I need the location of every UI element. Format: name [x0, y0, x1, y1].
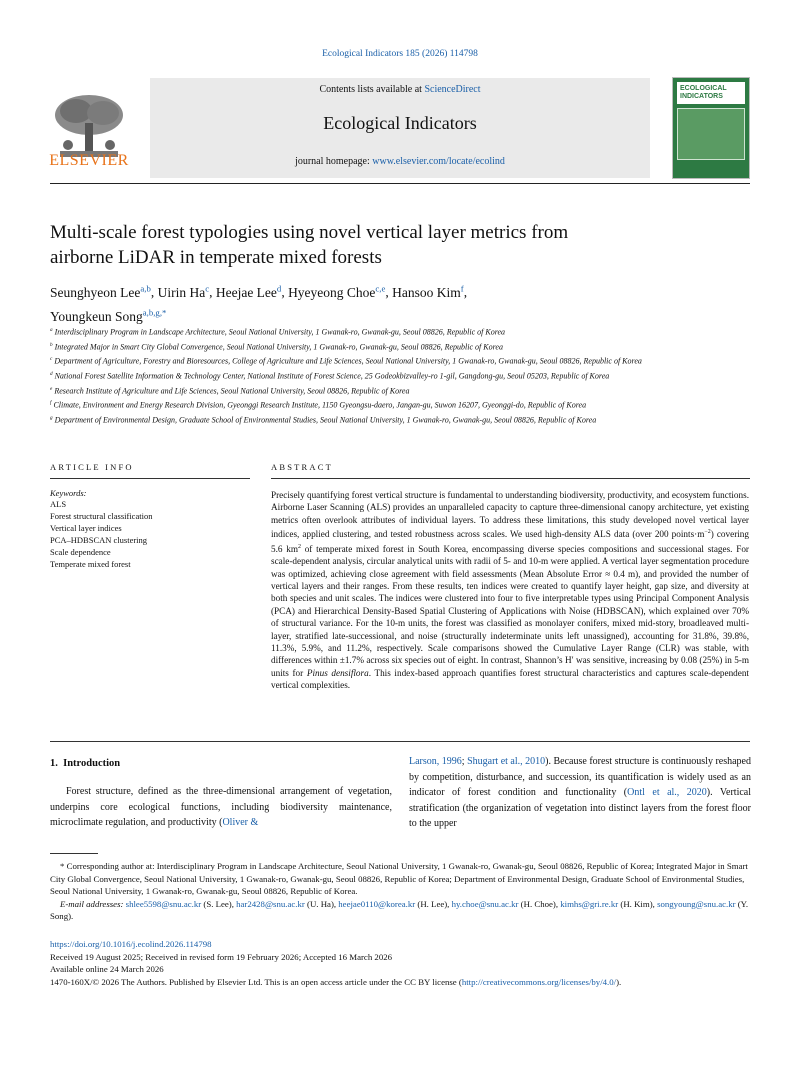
abstract-heading: ABSTRACT [271, 462, 333, 472]
elsevier-wordmark [46, 152, 132, 170]
footnote-emails: E-mail addresses: shlee5598@snu.ac.kr (S. Lee), har2428@snu.ac.kr (U. Ha), heejae0110@korea.kr (H. Lee), hy.choe@snu.ac.kr (H. Choe), kimhs@gri.re.kr (H. Kim), songyoung@snu.ac.kr (Y. Song). [50, 898, 749, 921]
author[interactable]: Youngkeun Song$^{a,b,g,*}$ [50, 307, 167, 324]
homepage-prefix: journal homepage: [295, 156, 373, 167]
affiliations [50, 324, 750, 427]
received-dates: Received 19 August 2025; Received in revised form 19 February 2026; Accepted 16 March 2026 [50, 951, 393, 962]
journal-name: Ecological Indicators [323, 113, 477, 133]
affiliation: $^a$ Interdisciplinary Program in Landscape Architecture, Seoul National University, 1 Gwanak-ro, Gwanak-gu, Seoul 08826, Republic of Korea [50, 327, 506, 337]
publisher-name: ELSEVIER [49, 152, 129, 169]
keyword: Vertical layer indices [50, 523, 122, 533]
license-line: 1470-160X/© 2026 The Authors. Published by Elsevier Ltd. This is an open access article under the CC BY license (http://creativecommons.org/licenses/by/4.0/). [50, 976, 622, 987]
license-link[interactable]: http://creativecommons.org/licenses/by/4.0/ [461, 976, 617, 987]
email-link[interactable]: har2428@snu.ac.kr [236, 898, 305, 909]
keyword: Forest structural classification [50, 511, 153, 521]
available-online: Available online 24 March 2026 [50, 964, 164, 974]
affiliation: $^f$ Climate, Environment and Energy Research Division, Gyeonggi Research Institute, 1150 Gyeongsu-daero, Jangan-gu, Suwon 16207, Gyeonggi-do, Republic of Korea [50, 400, 587, 410]
author[interactable]: Heejae Lee$^d$ [215, 283, 282, 300]
doi-link[interactable]: https://doi.org/10.1016/j.ecolind.2026.114798 [50, 939, 212, 949]
introduction-heading: 1. Introduction [50, 758, 121, 769]
homepage-link[interactable]: www.elsevier.com/locate/ecolind [372, 156, 505, 167]
author[interactable]: Uirin Ha$^c$ [157, 283, 210, 300]
footnote-address: * Corresponding author at: Interdisciplinary Program in Landscape Architecture, Seoul National University, 1 Gwanak-ro, Gwanak-gu, Seoul 08826, Republic of Korea; Integrated Major in Smart City Global Convergence, Seoul National University, 1 Gwanak-ro, Gwanak-gu, Seoul 08826, Republic of Korea; Department of Environmental Design, Graduate School of Environmental Studies, Seoul National University, 1 Gwanak-ro, Gwanak-gu, Seoul 08826, Republic of Korea. [50, 861, 748, 896]
affiliation: $^c$ Department of Agriculture, Forestry and Bioresources, College of Agriculture and Life Sciences, Seoul National University, 1 Gwanak-ro, Gwanak-gu, Seoul 08826, Republic of Korea [50, 356, 642, 366]
cover-title: ECOLOGICAL INDICATORS [677, 82, 745, 104]
citation-link[interactable]: Shugart et al., 2010 [467, 756, 546, 767]
contents-prefix: Contents lists available at [319, 84, 425, 95]
contents-line [150, 84, 650, 95]
keyword: Temperate mixed forest [50, 559, 131, 569]
abstract-rule [271, 478, 750, 479]
sciencedirect-link[interactable]: ScienceDirect [424, 84, 481, 95]
header-rule [50, 183, 750, 184]
article-info-heading: ARTICLE INFO [50, 462, 134, 472]
article-title [50, 220, 750, 270]
author[interactable]: Seunghyeon Lee$^{a,b}$ [50, 283, 151, 300]
email-link[interactable]: songyoung@snu.ac.kr [657, 898, 736, 909]
email-link[interactable]: hy.choe@snu.ac.kr [451, 898, 519, 909]
cover-image [677, 108, 745, 160]
email-link[interactable]: shlee5598@snu.ac.kr [125, 898, 202, 909]
citation-link[interactable]: Oliver & [222, 817, 259, 829]
intro-left-column: Forest structure, defined as the three-dimensional arrangement of vegetation, underpins core ecological functions, including biodiversity maintenance, microclimate regulation, and productivity (Oliver & [50, 786, 392, 829]
abstract-text: Precisely quantifying forest vertical structure is fundamental to understanding biodiversity, productivity, and ecosystem functions. Airborne Laser Scanning (ALS) provides an unparalleled capacity to capture three-dimensional canopy architecture, yet existing metrics often overlook attributes of individual layers. To address these limitations, this study developed novel vertical layer indices, applied clustering, and tested robustness across scales. We used high-density ALS data (over 200 $points\cdot m^{-2}$) covering 5.6 $km^2$ of temperate mixed forest in South Korea, encompassing diverse species compositions and successional stages. For scale-dependent analysis, circular analytical units with radii of 5- and 10-m were applied. A vertical layer segmentation procedure was optimized, achieving close agreement with field assessments (Mean Absolute Error ≈ 0.4 m), and provided the number of vertical layers and their ranges. From these results, ten indices were created to quantify layer height, gap size, and diversity at both species and unit scales. The indices were clustered into four to five interpretable types using Principal Component Analysis (PCA) and Hierarchical Density-Based Spatial Clustering of Applications with Noise (HDBSCAN), which explained over 70% of structural variance. For the 10-m units, the forest was classified as monolayer conifers, mixed mid-story, broadleaved multi-layer, stratified late-successional, and noise (structurally indeterminate units left unassigned), accounting for 31.8%, 39.8%, 11.3%, 5.9%, and 11.2%, respectively. Scale comparisons showed the Cumulative Layer Range (CLR) was stable, with differences within ±1.7% across six species out of eight. In contrast, Shannon’s H′ was sensitive, increasing by 0.08 (25%) in 5-m units for Pinus densiflora. This index-based approach quantifies forest structural characteristics and captures scale-dependent vertical complexities. [271, 490, 749, 691]
footnote-rule [50, 853, 98, 854]
author[interactable]: Hyeyeong Choe$^{c,e}$ [288, 283, 386, 300]
journal-cover-thumbnail[interactable] [672, 77, 750, 179]
abstract-bottom-rule [50, 741, 750, 742]
keywords-block [50, 488, 250, 570]
affiliation: $^e$ Research Institute of Agriculture and Life Sciences, Seoul National University, Seoul 08826, Republic of Korea [50, 385, 410, 396]
email-link[interactable]: heejae0110@korea.kr [338, 898, 416, 909]
journal-citation[interactable]: Ecological Indicators 185 (2026) 114798 [322, 49, 478, 59]
keyword: ALS [50, 499, 67, 509]
keyword: Scale dependence [50, 547, 111, 557]
title-line-1: Multi-scale forest typologies using novel vertical layer metrics from [50, 222, 569, 243]
affiliation: $^b$ Integrated Major in Smart City Global Convergence, Seoul National University, 1 Gwanak-ro, Gwanak-gu, Seoul 08826, Republic of Korea [50, 341, 503, 352]
author-list: Seunghyeon Lee$^{a,b}$, Uirin Ha$^c$, Heejae Lee$^d$, Hyeyeong Choe$^{c,e}$, Hansoo Kim$^f$, Youngkeun Song$^{a,b,g,*}$ [50, 283, 468, 324]
corresponding-author-footnote [50, 860, 750, 923]
affiliation: $^d$ National Forest Satellite Information & Technology Center, National Institute of Forest Science, 25 Godeokbizvalley-ro 1-gil, Gangdong-gu, Seoul 05203, Republic of Korea [50, 370, 610, 381]
journal-homepage [150, 156, 650, 167]
email-link[interactable]: kimhs@gri.re.kr [560, 898, 619, 909]
keyword: PCA–HDBSCAN clustering [50, 535, 148, 545]
intro-right-column: Larson, 1996; Shugart et al., 2010). Because forest structure is continuously reshaped by competition, disturbance, and succession, its quantification is widely used as an indicator of forest condition and functionality (Ontl et al., 2020). Vertical stratification (the organization of vegetation into distinct layers from the forest floor to the upper [409, 756, 751, 830]
title-line-2: airborne LiDAR in temperate mixed forests [50, 247, 382, 268]
article-info-rule [50, 478, 250, 479]
citation-link[interactable]: Ontl et al., 2020 [627, 787, 707, 799]
publication-info [50, 938, 750, 988]
author[interactable]: Hansoo Kim$^f$ [392, 283, 464, 300]
affiliation: $^g$ Department of Environmental Design, Graduate School of Environmental Studies, Seoul National University, 1 Gwanak-ro, Gwanak-gu, Seoul 08826, Republic of Korea [50, 414, 597, 425]
citation-link[interactable]: Larson, 1996 [409, 756, 462, 767]
keywords-label: Keywords: [50, 488, 87, 498]
